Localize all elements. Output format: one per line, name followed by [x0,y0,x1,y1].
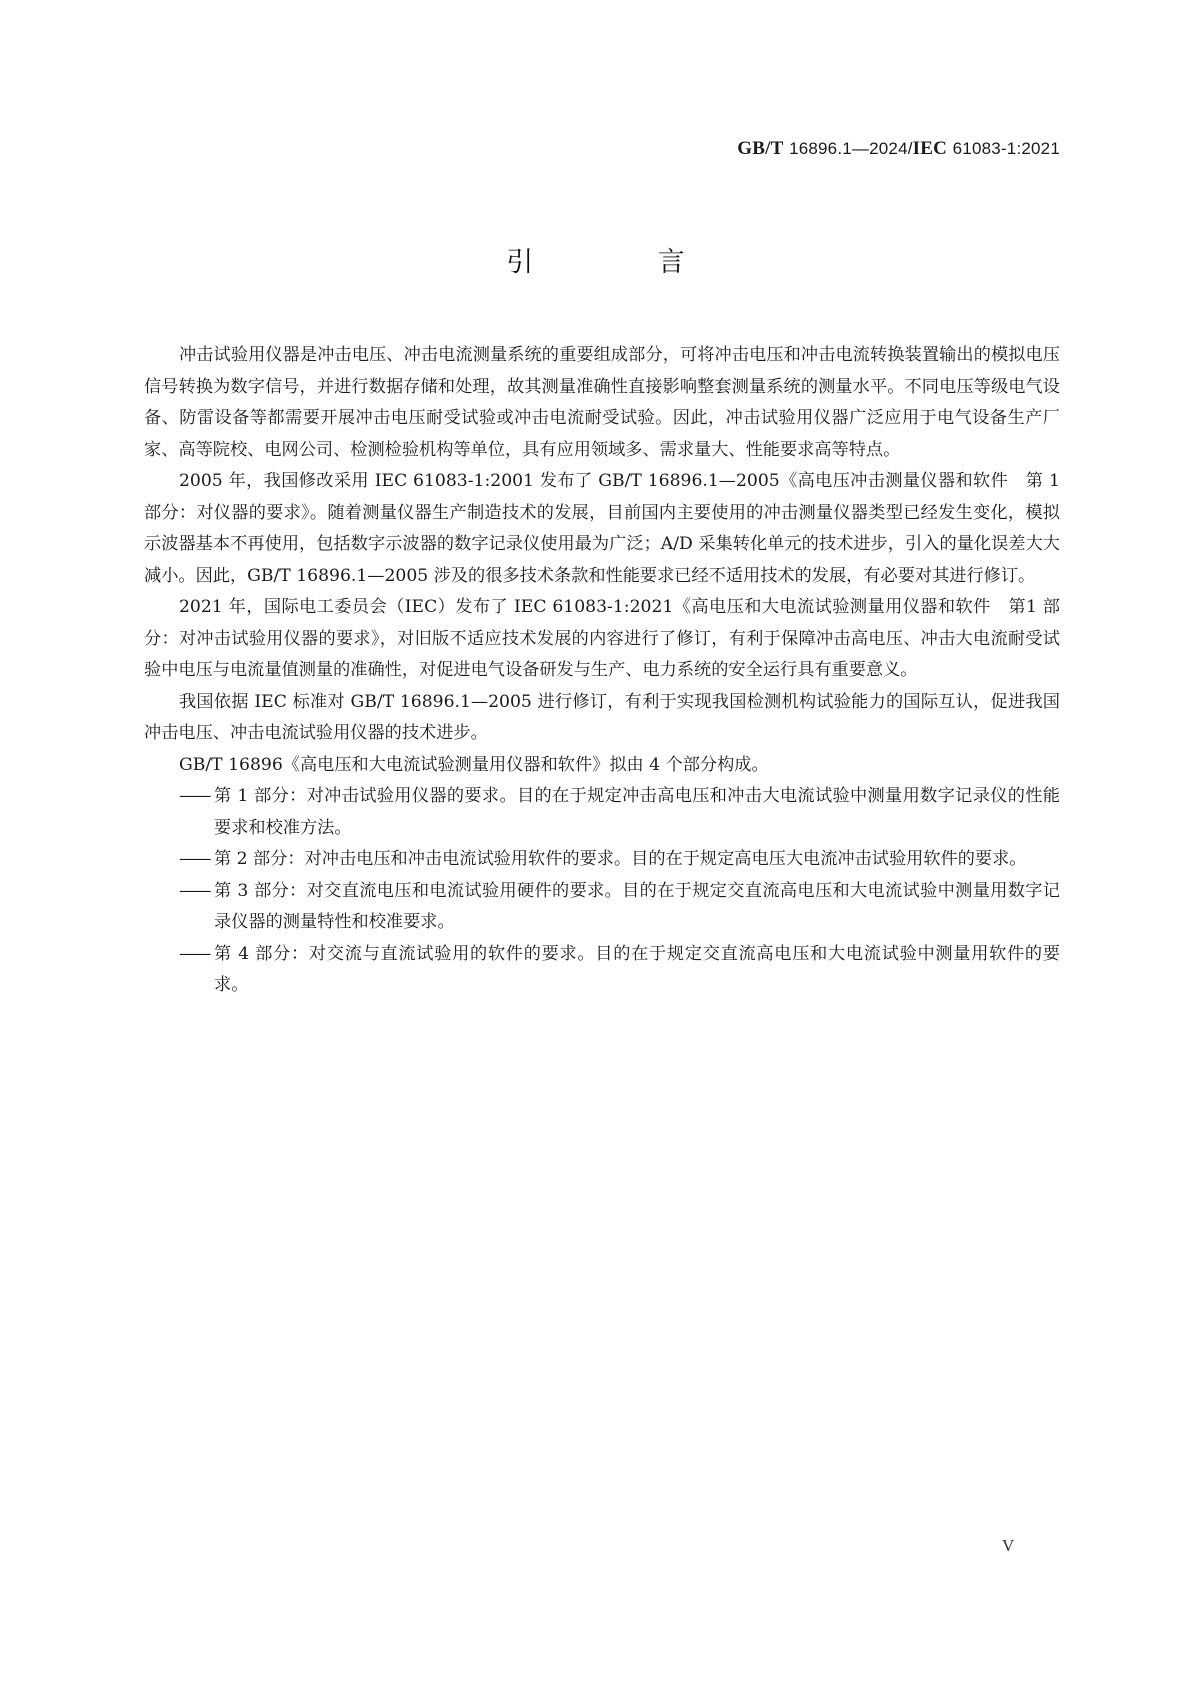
dash-bullet: —— [179,786,210,806]
standard-prefix: GB/T [737,138,784,159]
list-item-text: 第 3 部分：对交直流电压和电流试验用硬件的要求。目的在于规定交直流高电压和大电流试验中测量用数字记录仪器的测量特性和校准要求。 [214,880,1060,932]
dash-bullet: —— [179,943,210,964]
page-number: V [1002,1536,1015,1555]
iec-prefix: IEC [912,138,948,159]
list-item-part-1 [144,781,1060,844]
list-item-part-2 [144,844,1060,876]
paragraph-parts-overview: GB/T 16896《高电压和大电流试验测量用仪器和软件》拟由 4 个部分构成。 [179,754,769,775]
list-item-text: 第 4 部分：对交流与直流试验用的软件的要求。目的在于规定交直流高电压和大电流试验中测量用软件的要求。 [214,943,1060,995]
list-item-text: 第 1 部分：对冲击试验用仪器的要求。目的在于规定冲击高电压和冲击大电流试验中测量用数字记录仪的性能要求和校准方法。 [214,786,1060,838]
paragraph-revision-purpose: 我国依据 IEC 标准对 GB/T 16896.1—2005 进行修订，有利于实现我国检测机构试验能力的国际互认，促进我国冲击电压、冲击电流试验用仪器的技术进步。 [144,691,1060,743]
standard-header-code [737,138,1060,160]
document-body [144,340,1060,1002]
iec-number: 61083-1:2021 [952,139,1060,158]
dash-bullet: —— [179,880,210,901]
paragraph-2021-iec: 2021 年，国际电工委员会（IEC）发布了 IEC 61083-1:2021《高电压和大电流试验测量用仪器和软件 第1 部分：对冲击试验用仪器的要求》，对旧版不适应技术发展的内容进行了修订，有利于保障冲击高电压、冲击大电流耐受试验中电压与电流量值测量的准确性，对促进电气设备研发与生产、电力系统的安全运行具有重要意义。 [144,597,1060,680]
paragraph-intro: 冲击试验用仪器是冲击电压、冲击电流测量系统的重要组成部分，可将冲击电压和冲击电流转换装置输出的模拟电压信号转换为数字信号，并进行数据存储和处理，故其测量准确性直接影响整套测量系统的测量水平。不同电压等级电气设备、防雷设备等都需要开展冲击电压耐受试验或冲击电流耐受试验。因此，冲击试验用仪器广泛应用于电气设备生产厂家、高等院校、电网公司、检测检验机构等单位，具有应用领域多、需求量大、性能要求高等特点。 [144,345,1060,460]
paragraph-2005-history: 2005 年，我国修改采用 IEC 61083-1:2001 发布了 GB/T 16896.1—2005《高电压冲击测量仪器和软件 第 1 部分：对仪器的要求》。随着测量仪器生产制造技术的发展，目前国内主要使用的冲击测量仪器类型已经发生变化，模拟示波器基本不再使用，包括数字示波器的数字记录仪使用最为广泛；A/D 采集转化单元的技术进步，引入的量化误差大大减小。因此，GB/T 16896.1—2005 涉及的很多技术条款和性能要求已经不适用技术的发展，有必要对其进行修订。 [144,471,1060,586]
parts-list [144,781,1060,1002]
dash-bullet: —— [179,849,210,869]
list-item-part-3 [144,876,1060,939]
list-item-part-4 [144,939,1060,1002]
page-title: 引 言 [506,247,743,278]
standard-number: 16896.1—2024/ [789,139,913,158]
list-item-text: 第 2 部分：对冲击电压和冲击电流试验用软件的要求。目的在于规定高电压大电流冲击试验用软件的要求。 [214,849,1027,869]
